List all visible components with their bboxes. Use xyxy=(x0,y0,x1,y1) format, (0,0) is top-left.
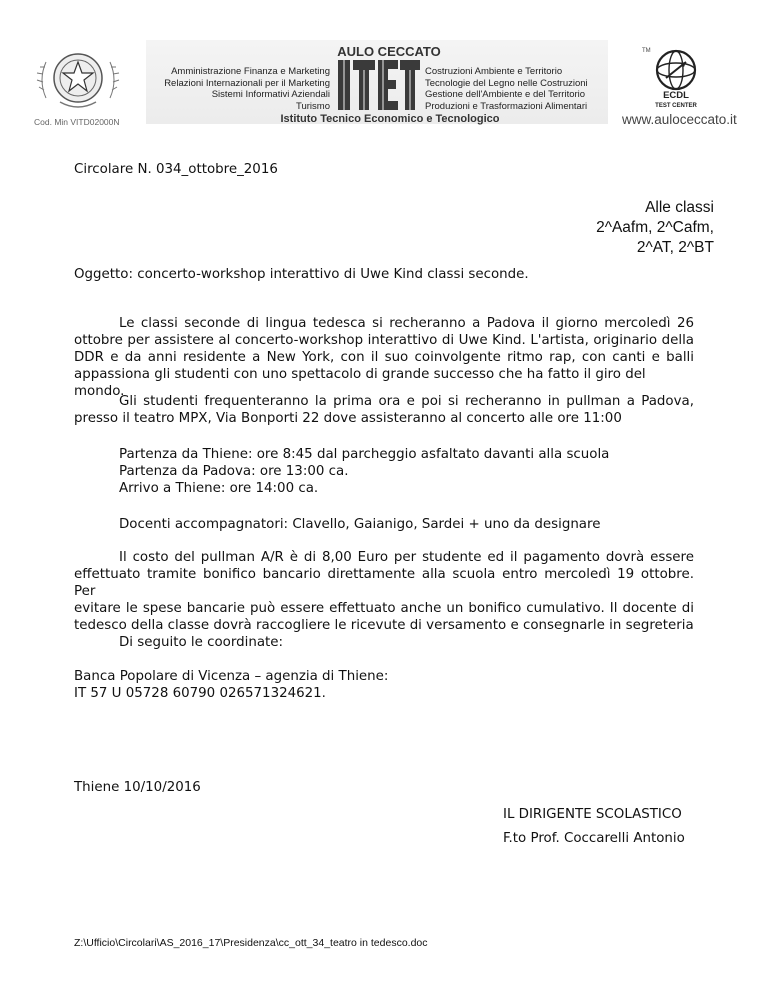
accompanying-teachers: Docenti accompagnatori: Clavello, Gaianigo, Sardei + uno da designare xyxy=(119,517,601,532)
paragraph-line: DDR e da anni residente a New York, con il suo coinvolgente ritmo rap, con canti e balli xyxy=(74,350,694,365)
course-item: Produzioni e Trasformazioni Alimentari xyxy=(425,101,588,113)
bank-name: Banca Popolare di Vicenza – agenzia di Thiene: xyxy=(74,669,389,684)
ecdl-sublabel: TEST CENTER xyxy=(655,103,697,108)
iban: IT 57 U 05728 60790 026571324621. xyxy=(74,686,326,701)
paragraph-line: tedesco della classe dovrà raccogliere le ricevute di versamento e consegnarle in segreteria xyxy=(74,618,694,633)
letterhead xyxy=(0,0,768,140)
signatory-title: IL DIRIGENTE SCOLASTICO xyxy=(503,807,682,822)
school-website: www.auloceccato.it xyxy=(622,112,737,127)
circular-number: Circolare N. 034_ottobre_2016 xyxy=(74,162,278,177)
ecdl-logo-icon xyxy=(636,44,716,108)
course-item: Relazioni Internazionali per il Marketing xyxy=(164,77,330,89)
paragraph-line: Gli studenti frequenteranno la prima ora e poi si recheranno in pullman a Padova, xyxy=(119,394,694,409)
course-item: Sistemi Informativi Aziendali xyxy=(211,89,330,101)
paragraph-event xyxy=(74,315,694,400)
paragraph-line: effettuato tramite bonifico bancario direttamente alla scuola entro mercoledì 19 ottobre. Per xyxy=(74,567,694,599)
recipients-line: Alle classi xyxy=(645,199,714,216)
paragraph-line: appassiona gli studenti con uno spettacolo di grande successo che ha fatto il giro del mondo. xyxy=(74,367,646,399)
schedule-list xyxy=(119,446,609,497)
course-item: Gestione dell'Ambiente e del Territorio xyxy=(425,89,586,101)
school-name: AULO CECCATO xyxy=(337,44,441,59)
paragraph-logistics xyxy=(74,393,694,427)
ecdl-tm-mark: TM xyxy=(642,48,651,54)
paragraph-payment xyxy=(74,549,694,634)
schedule-item: Partenza da Thiene: ore 8:45 dal parcheggio asfaltato davanti alla scuola xyxy=(119,447,610,462)
schedule-item: Arrivo a Thiene: ore 14:00 ca. xyxy=(119,481,319,496)
recipients-line: 2^AT, 2^BT xyxy=(636,239,714,256)
paragraph-line: evitare le spese bancarie può essere effettuato anche un bonifico cumulativo. Il docente di xyxy=(74,601,694,616)
economic-courses-list xyxy=(150,66,330,113)
ministry-code: Cod. Min VITD02000N xyxy=(34,117,120,127)
place-and-date: Thiene 10/10/2016 xyxy=(74,780,201,795)
course-item: Amministrazione Finanza e Marketing xyxy=(171,66,330,77)
signatory-name: F.to Prof. Coccarelli Antonio xyxy=(503,831,685,846)
schedule-item: Partenza da Padova: ore 13:00 ca. xyxy=(119,464,349,479)
course-item: Turismo xyxy=(296,101,330,113)
paragraph-line: presso il teatro MPX, Via Bonporti 22 dove assisteranno al concerto alle ore 11:00 xyxy=(74,411,622,426)
paragraph-line: ottobre per assistere al concerto-workshop interattivo di Uwe Kind. L'artista, originario della xyxy=(74,333,694,348)
itet-logo-icon xyxy=(336,60,420,110)
paragraph-line: Le classi seconde di lingua tedesca si recheranno a Padova il giorno mercoledì 26 xyxy=(119,316,694,331)
subject-line: Oggetto: concerto-workshop interattivo di Uwe Kind classi seconde. xyxy=(74,267,529,282)
bank-details xyxy=(74,668,388,702)
course-item: Costruzioni Ambiente e Territorio xyxy=(425,66,563,77)
recipients-block xyxy=(414,198,714,258)
document-file-path: Z:\Ufficio\Circolari\AS_2016_17\Presidenza\cc_ott_34_teatro in tedesco.doc xyxy=(74,937,428,949)
ecdl-label: ECDL xyxy=(663,90,689,101)
coordinates-intro: Di seguito le coordinate: xyxy=(119,635,284,650)
course-item: Tecnologie del Legno nelle Costruzioni xyxy=(425,77,588,89)
paragraph-line: Il costo del pullman A/R è di 8,00 Euro per studente ed il pagamento dovrà essere xyxy=(119,550,694,565)
technology-courses-list xyxy=(425,66,615,113)
recipients-line: 2^Aafm, 2^Cafm, xyxy=(596,219,714,236)
institute-tagline: Istituto Tecnico Economico e Tecnologico xyxy=(280,113,500,125)
